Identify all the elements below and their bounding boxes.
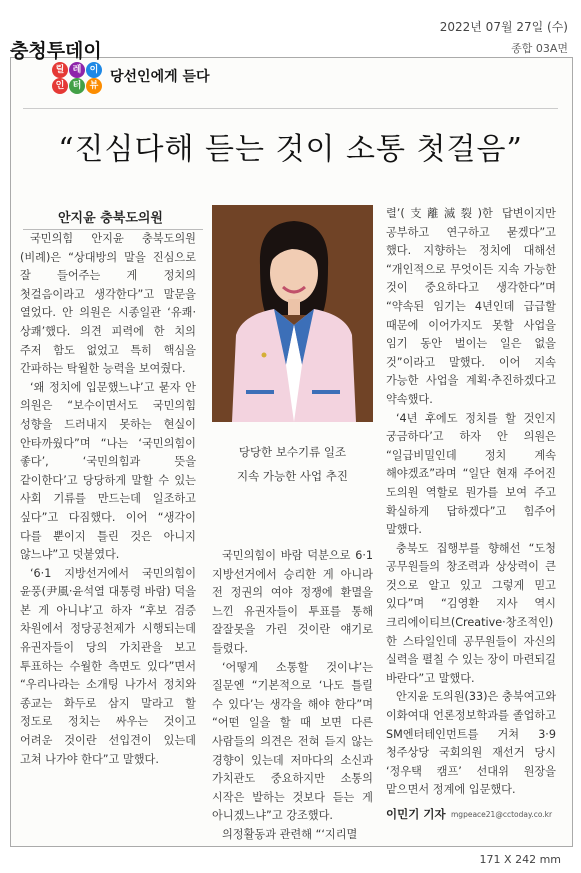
badge-char: 터 bbox=[69, 78, 85, 94]
portrait-illustration bbox=[212, 205, 373, 422]
badge-char: 레 bbox=[69, 62, 85, 78]
series-title: 당선인에게 듣다 bbox=[110, 69, 210, 85]
article-column-1 bbox=[20, 230, 196, 769]
paragraph: ‘4년 후에도 정치를 할 것인지 궁금하다’고 하자 안 의원은 “일급비밀인데 정치 계속 해야겠죠”라며 “일단 현재 주어진 도의원 역할로 뭔가를 보여 주고 확실하게 답하겠다”고 힘주어 말했다. bbox=[386, 411, 556, 537]
paragraph: 국민의힘이 바람 덕분으로 6·1 지방선거에서 승리한 게 아니라 전 정권의 여야 정쟁에 환멸을 느낀 유권자들이 투표를 통해 잘잘못을 가린 것이란 얘기로 들렸다. bbox=[212, 549, 373, 655]
divider bbox=[23, 108, 558, 109]
relay-interview-badge bbox=[52, 62, 104, 94]
reporter-email[interactable]: mgpeace21@cctoday.co.kr bbox=[451, 810, 553, 819]
reporter-name: 이민기 기자 bbox=[386, 807, 446, 821]
paragraph: 충북도 집행부를 향해선 “도청 공무원들의 창조력과 상상력이 큰 것으로 알고 있고 그렇게 믿고 있다”며 “김영환 지사 역시 크리에이티브(Creative·창조적인)한 스타일인데 공무원들이 자신의 실력을 펼칠 수 있는 장이 마련되길 바란다”고 말했다. bbox=[386, 541, 556, 685]
paragraph: 렬’(支離滅裂)한 답변이지만 공부하고 연구하고 묻겠다”고 했다. 지향하는 정치에 대해선 “개인적으로 무엇이든 지속 가능한 것이 중요하다고 생각한다”며 “약속된 임기는 4년인데 급급할 때문에 이어가지도 못할 사업을 임기 동안 벌이는 일은 없을 것”이라고 말했다. 이어 지속 가능한 사업을 계획·추진하겠다고 약속했다. bbox=[386, 207, 556, 406]
caption-line: 당당한 보수기류 일조 bbox=[238, 445, 347, 459]
caption-line: 지속 가능한 사업 추진 bbox=[237, 469, 348, 483]
paragraph: ‘6·1 지방선거에서 국민의힘이 윤풍(尹風·윤석열 대통령 바람) 덕을 본 게 아니냐’고 하자 “후보 검증 차원에서 정당공천제가 시행되는데 유권자들이 당의 가치관을 보고 투표하는 수월한 측면도 있다”면서 “우리나라는 소개팅 나가서 정치와 종교는 화두로 삼지 말라고 할 정도로 정치는 싸우는 것이고 어려운 것이란 선입견이 있는데 고쳐 나가야 한다”고 말했다. bbox=[20, 566, 196, 766]
badge-char: 릴 bbox=[52, 62, 68, 78]
edition-page: 종합 03A면 bbox=[511, 42, 568, 55]
masthead: 충청투데이 bbox=[10, 40, 102, 62]
clipping-size: 171 X 242 mm bbox=[479, 853, 561, 866]
paragraph: 국민의힘 안지윤 충북도의원(비례)은 “상대방의 말을 진심으로 잘 들어주는 게 정치의 첫걸음이라고 생각한다”고 말문을 열었다. 안 의원은 시종일관 ‘유쾌·상쾌’했다. 의견 피력에 한 치의 주저 함도 없었고 특히 핵심을 간파하는 탁월한 능력을 보여줬다. bbox=[20, 232, 196, 376]
article-column-3 bbox=[386, 205, 556, 800]
photo-caption bbox=[212, 428, 373, 533]
article-column-2 bbox=[212, 547, 373, 845]
paragraph: ‘왜 정치에 입문했느냐’고 묻자 안 의원은 “보수이면서도 국민의힘 성향을 드러내지 못하는 현실이 안타까웠다”며 “나는 ‘국민의힘이 좋다’, ‘국민의힘과 뜻을 같이한다’고 당당하게 말할 수 있는 사회 기류를 만드는데 일조하고 싶다”고 다짐했다. 이어 “생각이 다를 뿐이지 틀린 것은 아니지 않느냐”고 덧붙였다. bbox=[20, 380, 196, 562]
byline: 안지윤 충북도의원 bbox=[58, 211, 163, 226]
badge-char: 뷰 bbox=[86, 78, 102, 94]
badge-char: 이 bbox=[86, 62, 102, 78]
badge-char: 인 bbox=[52, 78, 68, 94]
portrait-photo bbox=[212, 205, 373, 422]
issue-date: 2022년 07월 27일 (수) bbox=[439, 20, 568, 34]
paragraph: ‘어떻게 소통할 것이냐’는 질문엔 “기본적으로 ‘나도 틀릴 수 있다’는 생각을 해야 한다”며 “어떤 일을 할 때 보면 다른 사람들의 의견은 전혀 듣지 않는 경향이 있는데 저마다의 소신과 가치관도 중요하지만 소통의 시작은 발하는 것보다 듣는 게 아니겠느냐”고 강조했다. bbox=[212, 660, 373, 823]
paragraph: 안지윤 도의원(33)은 충북여고와 이화여대 언론정보학과를 졸업하고 SM엔터테인먼트를 거쳐 3·9 청주상당 국회의원 재선거 당시 ‘정우택 캠프’ 선대위 원장을 맡으면서 정계에 입문했다. bbox=[386, 690, 556, 797]
paragraph: 의정활동과 관련해 “‘지리멸 bbox=[222, 827, 358, 841]
headline: “진심다해 듣는 것이 소통 첫걸음” bbox=[58, 132, 523, 167]
